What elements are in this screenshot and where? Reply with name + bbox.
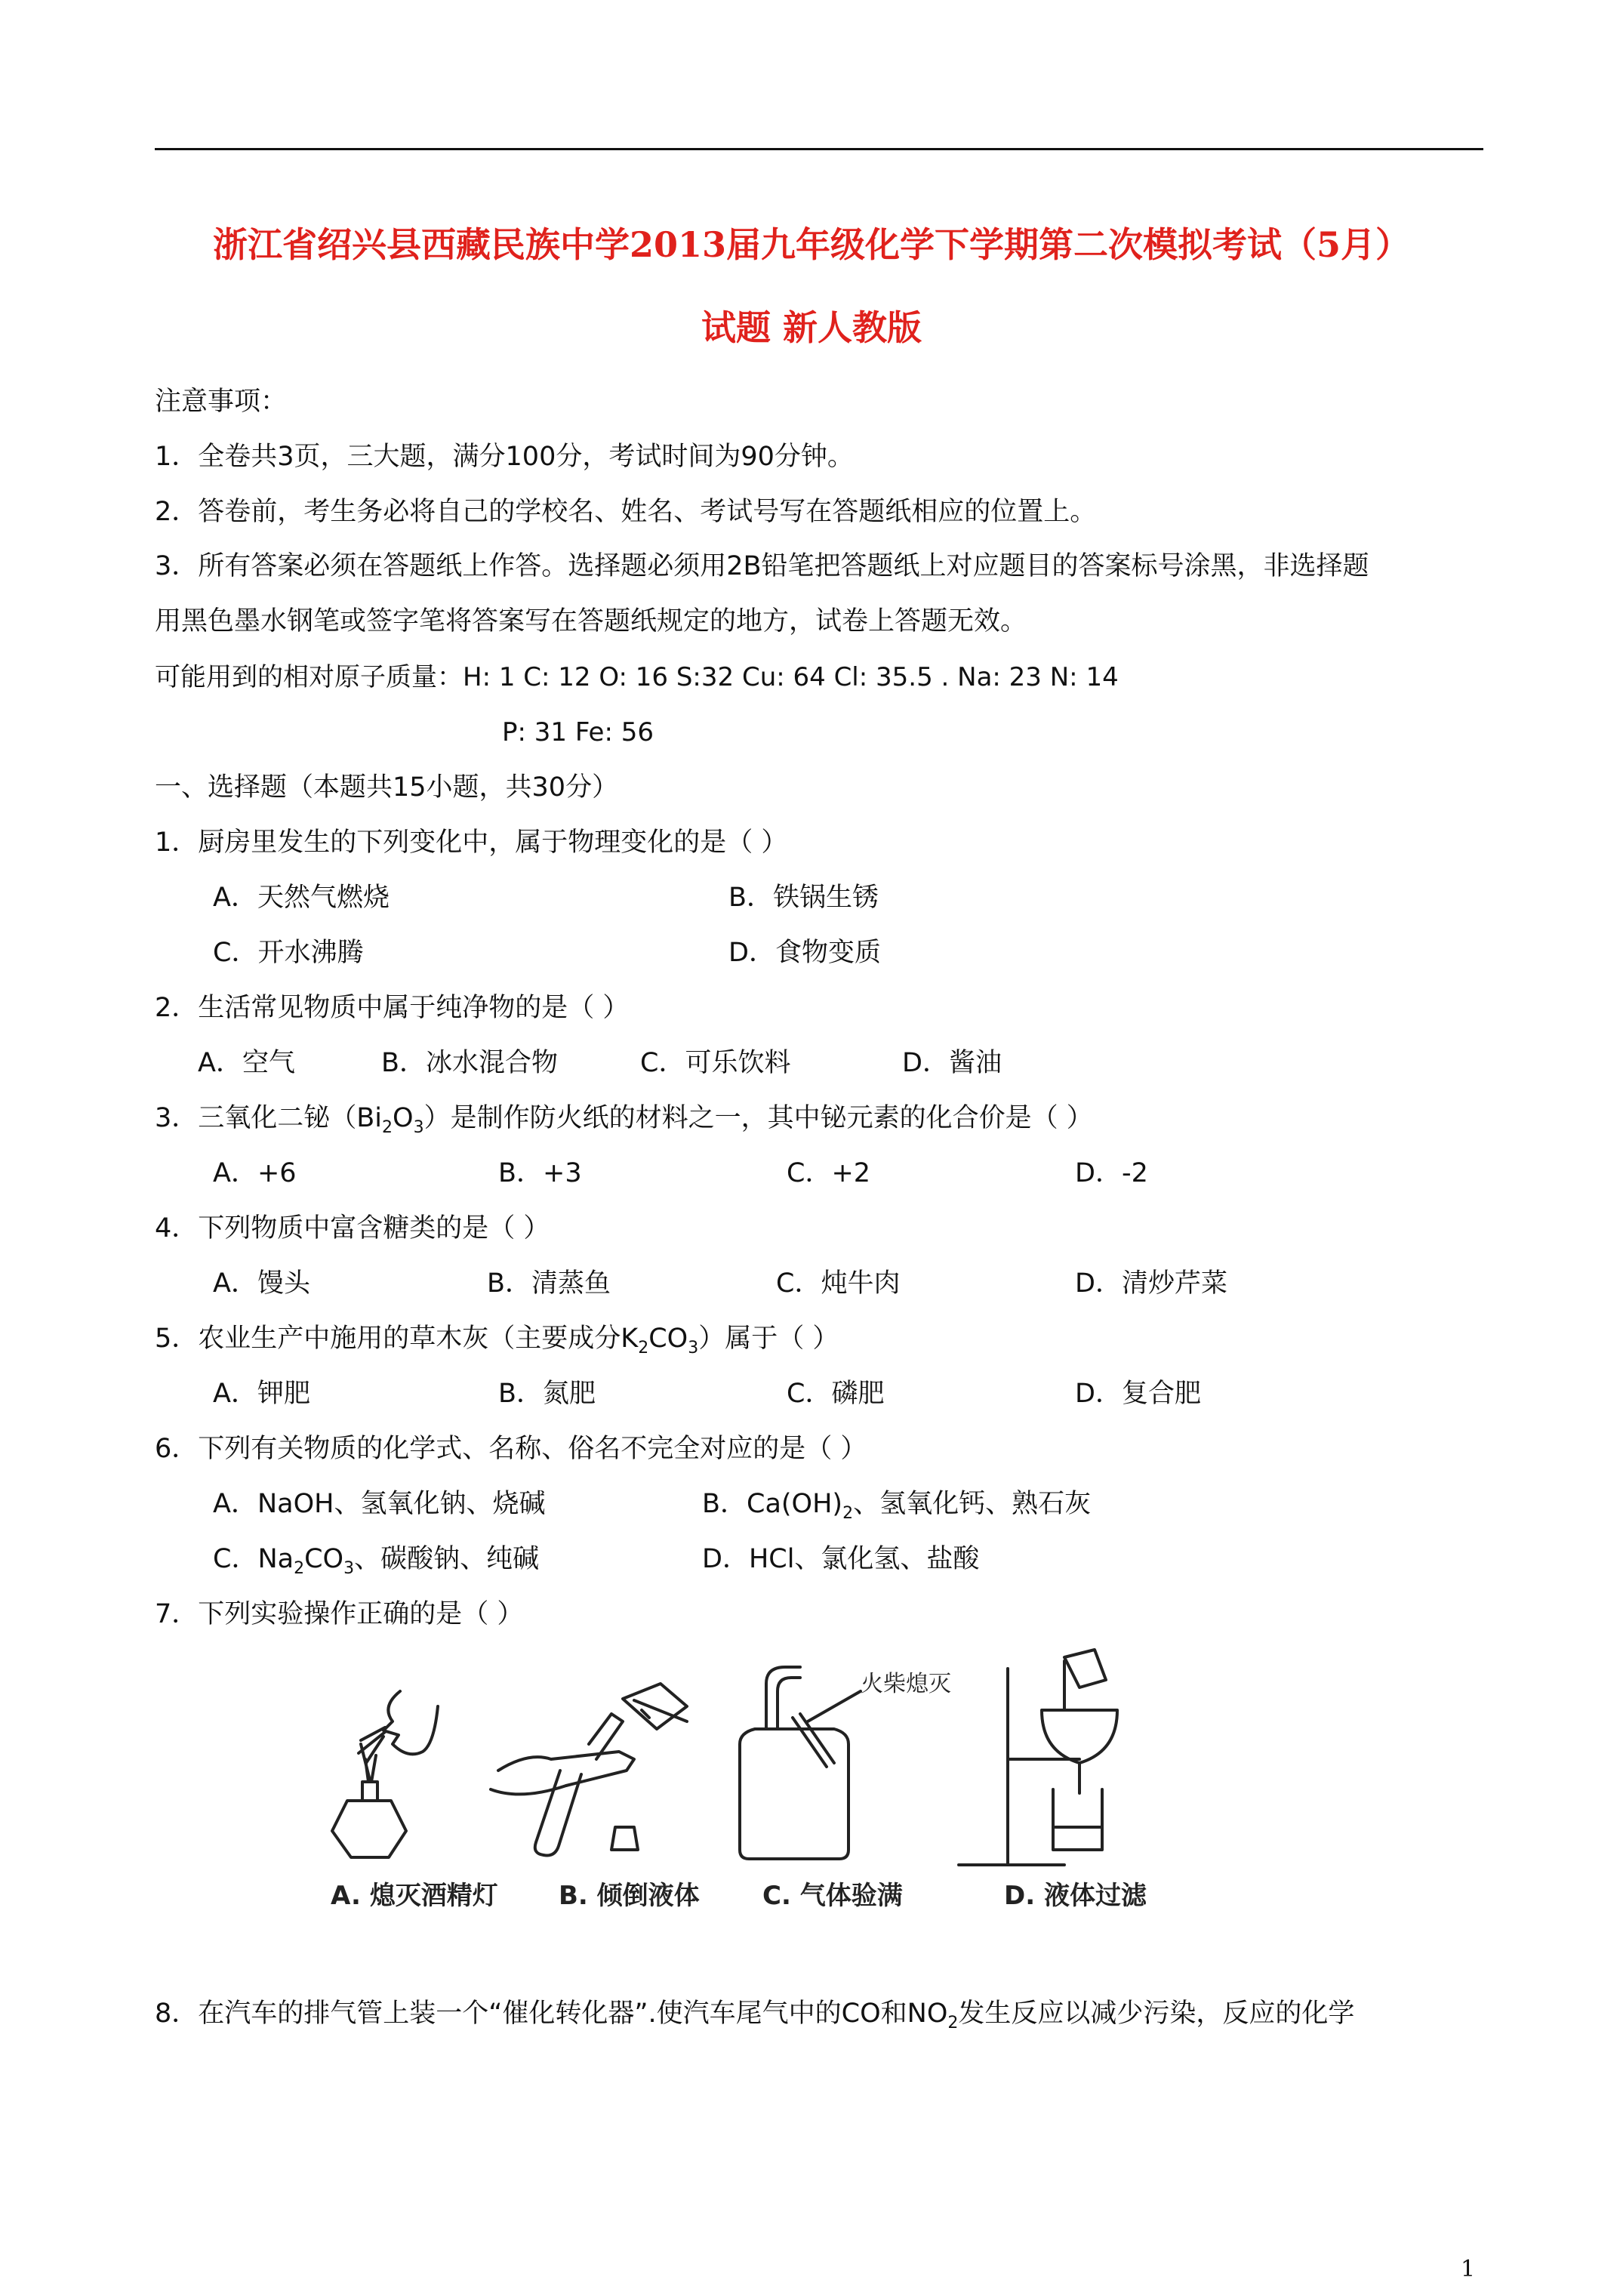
notice-item-3b: 用黑色墨水钢笔或签字笔将答案写在答题纸规定的地方，试卷上答题无效。 [155,606,1027,636]
question-1-stem: 1．厨房里发生的下列变化中，属于物理变化的是（ ） [155,827,788,858]
question-2-option-d: D．酱油 [902,1048,1002,1078]
question-5-option-a: A．钾肥 [213,1379,310,1409]
question-8-stem: 8．在汽车的排气管上装一个“催化转化器”.使汽车尾气中的CO和$NO_2$发生反应以减少污染，反应的化学 [155,1999,1355,2032]
atomic-mass-line2: P: 31 Fe: 56 [502,717,654,747]
question-2-option-c: C．可乐饮料 [640,1048,791,1078]
question-2-stem: 2．生活常见物质中属于纯净物的是（ ） [155,993,630,1023]
figure-a-alcohol-lamp [332,1691,438,1857]
question-1-option-b: B．铁锅生锈 [728,883,879,913]
question-3-option-d: D．-2 [1075,1158,1148,1188]
question-5-option-b: B．氮肥 [498,1379,596,1409]
question-1-option-c: C．开水沸腾 [213,938,364,968]
notice-item-1: 1．全卷共3页，三大题，满分100分，考试时间为90分钟。 [155,442,854,472]
question-6-option-b: B．$Ca(OH)_2$、氢氧化钙、熟石灰 [702,1489,1092,1523]
question-4-stem: 4．下列物质中富含糖类的是（ ） [155,1213,550,1244]
figure-b-caption: B. 倾倒液体 [559,1881,700,1910]
question-1-option-a: A．天然气燃烧 [213,883,390,913]
lab-operations-illustration [279,1638,1336,1910]
figure-c-note: 火柴熄灭 [861,1671,951,1697]
question-3-option-a: A．+6 [213,1158,297,1188]
page-title-line2: 试题 新人教版 [701,307,922,348]
atomic-mass-line1: 可能用到的相对原子质量：H: 1 C: 12 O: 16 S:32 Cu: 64 Cl: 35.5 . Na: 23 N: 14 [155,662,1119,692]
figure-b-pouring-liquid [491,1684,687,1856]
figure-c-caption: C. 气体验满 [762,1881,903,1910]
notice-item-3a: 3．所有答案必须在答题纸上作答。选择题必须用2B铅笔把答题纸上对应题目的答案标号涂黑，非选择题 [155,551,1369,581]
question-6-option-a: A．NaOH、氢氧化钠、烧碱 [213,1489,546,1519]
question-3-stem: 3．三氧化二铋$(Bi_2O_3)$是制作防火纸的材料之一，其中铋元素的化合价是（ ） [155,1103,1093,1137]
question-5-stem: 5．农业生产中施用的草木灰（主要成分$K_2CO_3$）属于（ ） [155,1324,839,1358]
page-number: 1 [1461,2256,1476,2282]
question-7-figure [279,1638,1336,1910]
page-title-line1: 浙江省绍兴县西藏民族中学2013届九年级化学下学期第二次模拟考试（5月） [212,224,1411,265]
question-3-option-c: C．+2 [787,1158,871,1188]
notice-item-2: 2．答卷前，考生务必将自己的学校名、姓名、考试号写在答题纸相应的位置上。 [155,497,1097,527]
section-1-heading: 一、选择题（本题共15小题，共30分） [155,772,619,803]
question-6-option-c: C．$Na_2CO_3$、碳酸钠、纯碱 [213,1544,540,1578]
question-7-stem: 7．下列实验操作正确的是（ ） [155,1599,524,1629]
question-4-option-c: C．炖牛肉 [776,1268,901,1299]
question-4-option-d: D．清炒芹菜 [1075,1268,1227,1299]
header-rule [155,148,1483,150]
question-5-option-c: C．磷肥 [787,1379,885,1409]
notice-heading: 注意事项： [155,387,288,417]
figure-a-caption: A. 熄灭酒精灯 [331,1881,498,1910]
question-5-option-d: D．复合肥 [1075,1379,1201,1409]
figure-d-caption: D. 液体过滤 [1004,1881,1147,1910]
figure-d-filtration [959,1650,1117,1865]
question-6-option-d: D．HCl、氯化氢、盐酸 [702,1544,980,1574]
question-1-option-d: D．食物变质 [728,938,881,968]
figure-c-gas-test [740,1667,861,1859]
question-6-stem: 6．下列有关物质的化学式、名称、俗名不完全对应的是（ ） [155,1434,867,1464]
question-2-option-b: B．冰水混合物 [381,1048,559,1078]
question-3-option-b: B．+3 [498,1158,582,1188]
question-4-option-a: A．馒头 [213,1268,310,1299]
question-4-option-b: B．清蒸鱼 [487,1268,611,1299]
question-2-option-a: A．空气 [198,1048,295,1078]
